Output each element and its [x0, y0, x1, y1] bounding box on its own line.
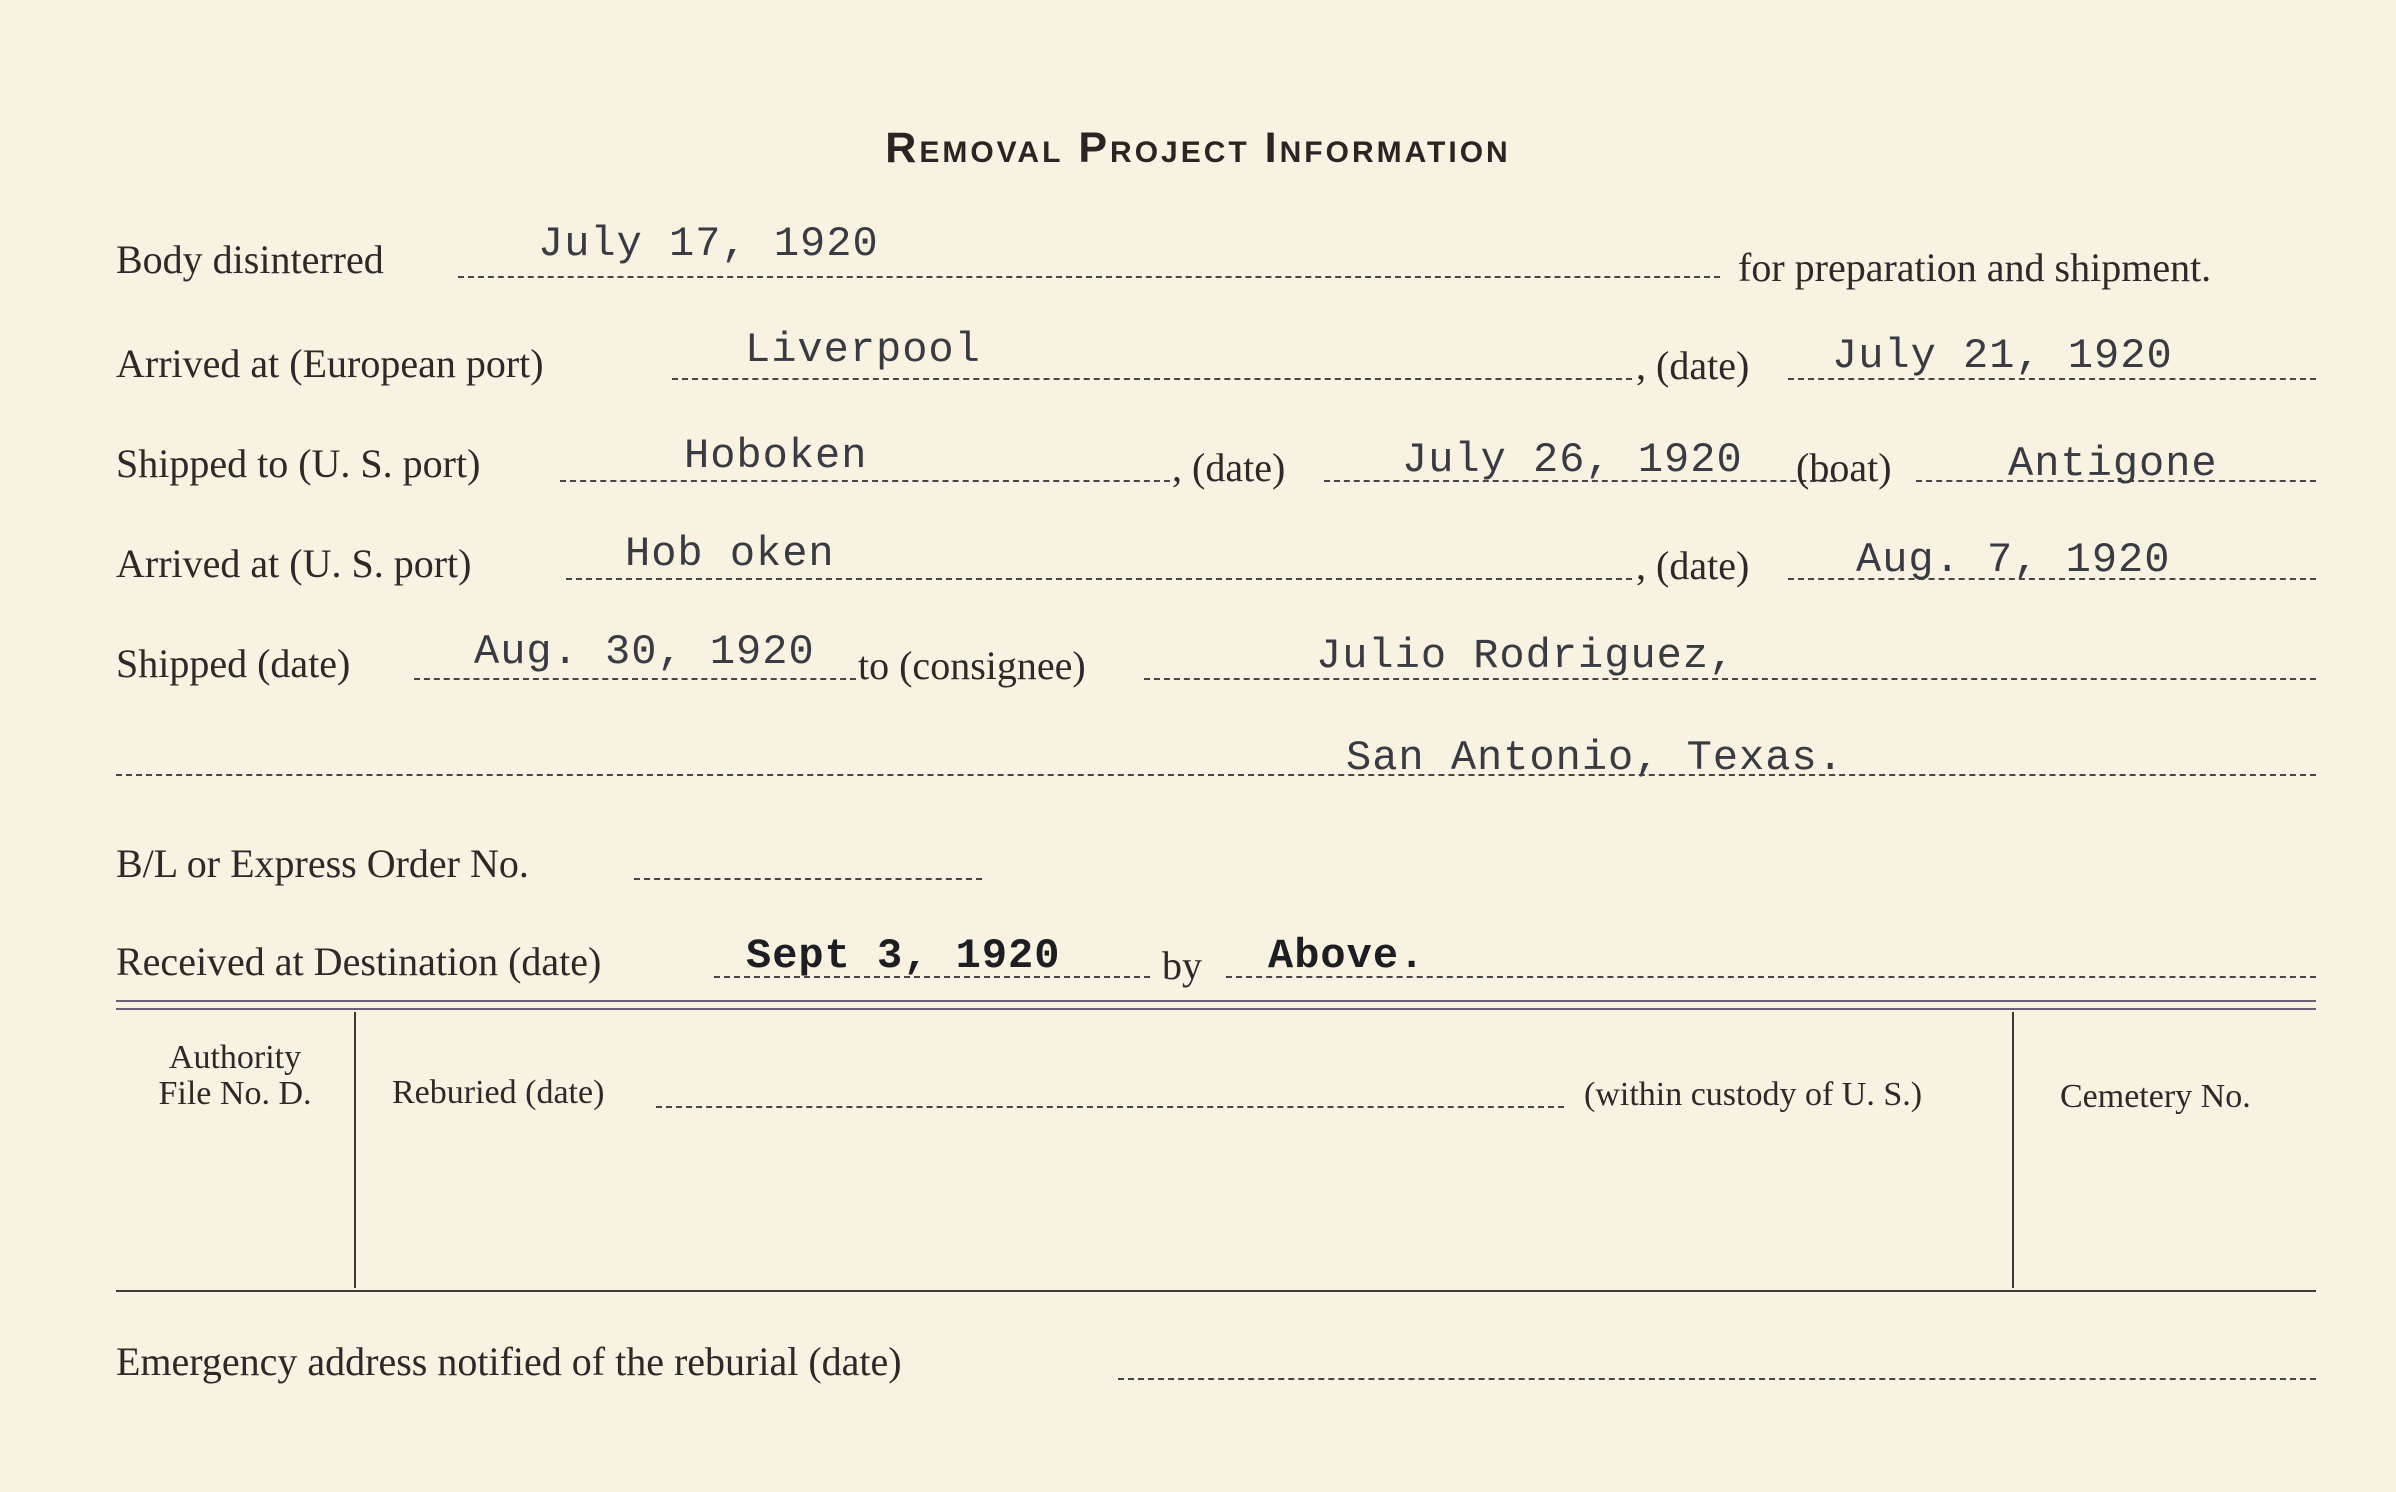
arrived-eu-label: Arrived at (European port): [116, 341, 544, 386]
shipped-us-value: Hoboken: [684, 432, 868, 480]
received-value: Sept 3, 1920: [746, 932, 1061, 980]
consignee-value: Julio Rodriguez,: [1316, 632, 1736, 680]
address-line: [116, 774, 2316, 776]
shipped-us-date-label: , (date): [1172, 445, 1286, 490]
disinterred-suffix: for preparation and shipment.: [1738, 245, 2212, 290]
disinterred-label: Body disinterred: [116, 237, 384, 282]
shipped-us-label: Shipped to (U. S. port): [116, 441, 481, 486]
received-by-value: Above.: [1268, 932, 1426, 980]
received-by-label: by: [1162, 943, 1202, 988]
consignee-address: San Antonio, Texas.: [1346, 734, 1844, 782]
arrived-eu-date: July 21, 1920: [1832, 332, 2173, 380]
shipped-date-label: Shipped (date): [116, 641, 351, 686]
disinterred-value: July 17, 1920: [538, 220, 879, 268]
table-bottom-rule: [116, 1290, 2316, 1292]
authority-label-line-1: Authority: [168, 1039, 302, 1076]
consignee-label: to (consignee): [858, 643, 1086, 688]
arrived-us-date: Aug. 7, 1920: [1856, 536, 2171, 584]
emergency-label: Emergency address notified of the reburial (date): [116, 1339, 902, 1384]
arrived-us-value: Hob oken: [625, 530, 835, 578]
arrived-eu-value: Liverpool: [745, 326, 981, 374]
arrived-us-label: Arrived at (U. S. port): [116, 541, 472, 586]
top-rule-2: [116, 1008, 2316, 1010]
card-title: Removal Project Information: [885, 124, 1511, 172]
shipped-date-line: [414, 678, 856, 680]
bl-label: B/L or Express Order No.: [116, 841, 529, 886]
arrived-eu-date-label: , (date): [1636, 343, 1750, 388]
reburied-line: [656, 1106, 1564, 1108]
arrived-eu-line: [672, 378, 1632, 380]
cemetery-label: Cemetery No.: [2060, 1078, 2251, 1115]
top-rule-1: [116, 1000, 2316, 1002]
authority-label-line-2: File No. D.: [158, 1075, 312, 1112]
arrived-us-date-label: , (date): [1636, 543, 1750, 588]
reburied-label: Reburied (date): [392, 1074, 605, 1111]
bl-line: [634, 878, 982, 880]
emergency-line: [1118, 1378, 2316, 1380]
received-label: Received at Destination (date): [116, 939, 602, 984]
shipped-us-boat-label: (boat): [1796, 445, 1892, 490]
authority-label: [116, 1040, 354, 1112]
arrived-us-line: [566, 578, 1632, 580]
shipped-date-value: Aug. 30, 1920: [474, 628, 815, 676]
disinterred-line: [458, 276, 1720, 278]
shipped-us-boat: Antigone: [2008, 440, 2218, 488]
shipped-us-date: July 26, 1920: [1402, 436, 1743, 484]
shipped-us-line: [560, 480, 1170, 482]
custody-label: (within custody of U. S.): [1584, 1076, 1923, 1113]
table-divider-right: [2012, 1012, 2014, 1288]
table-divider-left: [354, 1012, 356, 1288]
